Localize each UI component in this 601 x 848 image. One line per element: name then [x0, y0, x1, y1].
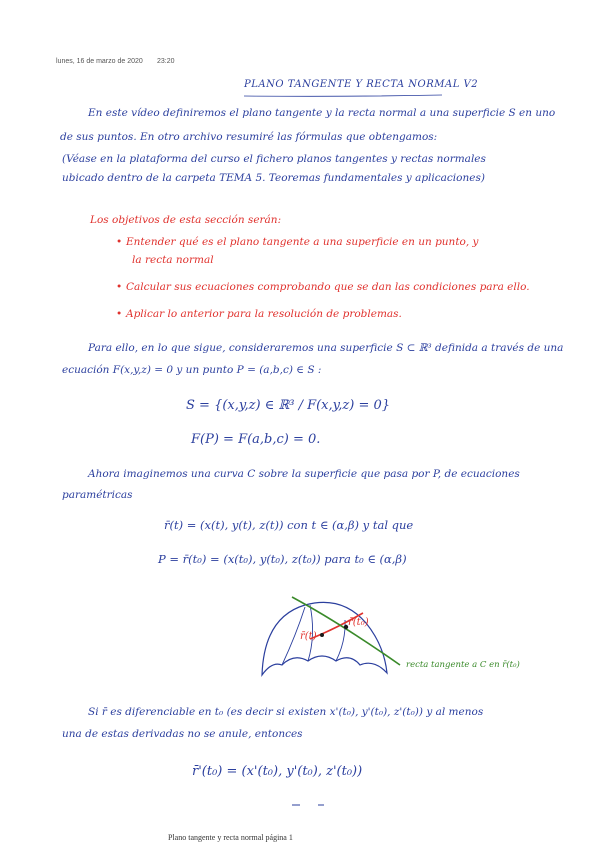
setup-line-1: Para ello, en lo que sigue, consideraremos una superficie S ⊂ ℝ³ definida a través de una: [88, 342, 564, 354]
intro-line-4: ubicado dentro de la carpeta TEMA 5. Teoremas fundamentales y aplicaciones): [62, 172, 485, 184]
objectives-heading: Los objetivos de esta sección serán:: [90, 214, 282, 226]
objective-1-line-1: Entender qué es el plano tangente a una superficie en un punto, y: [126, 236, 479, 248]
objective-1-line-2: la recta normal: [132, 254, 214, 266]
label-r-t0: r̄(t₀): [348, 617, 369, 628]
deriv-line-1: Si r̄ es diferenciable en t₀ (es decir si existen x'(t₀), y'(t₀), z'(t₀)) y al menos: [88, 706, 484, 718]
curve-line-2: paramétricas: [62, 489, 133, 501]
objective-1: [116, 236, 478, 248]
equation-f-of-p: F(P) = F(a,b,c) = 0.: [191, 432, 321, 447]
header-date: lunes, 16 de marzo de 2020: [56, 58, 143, 65]
curve-line-1: Ahora imaginemos una curva C sobre la superficie que pasa por P, de ecuaciones: [88, 468, 520, 480]
title-underline: [244, 94, 444, 98]
objective-2: [116, 281, 530, 293]
label-r-t: r̄(t): [300, 631, 317, 642]
bullet-icon: •: [116, 236, 123, 248]
setup-line-2: ecuación F(x,y,z) = 0 y un punto P = (a,b,c) ∈ S :: [62, 364, 322, 376]
page-footer: Plano tangente y recta normal página 1: [168, 833, 293, 842]
page-title: PLANO TANGENTE Y RECTA NORMAL V2: [244, 79, 479, 90]
objective-3-text: Aplicar lo anterior para la resolución de problemas.: [126, 308, 402, 320]
intro-line-1: En este vídeo definiremos el plano tangente y la recta normal a una superficie S en uno: [88, 107, 556, 119]
equation-curve: r̄(t) = (x(t), y(t), z(t)) con t ∈ (α,β) y tal que: [164, 518, 414, 532]
equation-point: P = r̄(t₀) = (x(t₀), y(t₀), z(t₀)) para t₀ ∈ (α,β): [158, 552, 407, 566]
header-time: 23:20: [157, 58, 175, 65]
equation-derivative: r̄'(t₀) = (x'(t₀), y'(t₀), z'(t₀)): [192, 764, 363, 779]
point-r-t: [320, 633, 324, 637]
label-tangent: recta tangente a C en r̄(t₀): [406, 660, 520, 670]
objective-3: [116, 308, 402, 320]
surface-figure: [250, 595, 580, 685]
bullet-icon: •: [116, 281, 123, 293]
deriv-line-2: una de estas derivadas no se anule, entonces: [62, 728, 303, 740]
bullet-icon: •: [116, 308, 123, 320]
trailing-marks: [290, 802, 330, 808]
equation-surface: S = {(x,y,z) ∈ ℝ³ / F(x,y,z) = 0}: [186, 398, 391, 413]
surface-outline: [262, 602, 387, 675]
intro-line-3: (Véase en la plataforma del curso el fichero planos tangentes y rectas normales: [62, 153, 486, 165]
objective-2-text: Calcular sus ecuaciones comprobando que se dan las condiciones para ello.: [126, 281, 530, 293]
intro-line-2: de sus puntos. En otro archivo resumiré las fórmulas que obtengamos:: [60, 131, 438, 143]
